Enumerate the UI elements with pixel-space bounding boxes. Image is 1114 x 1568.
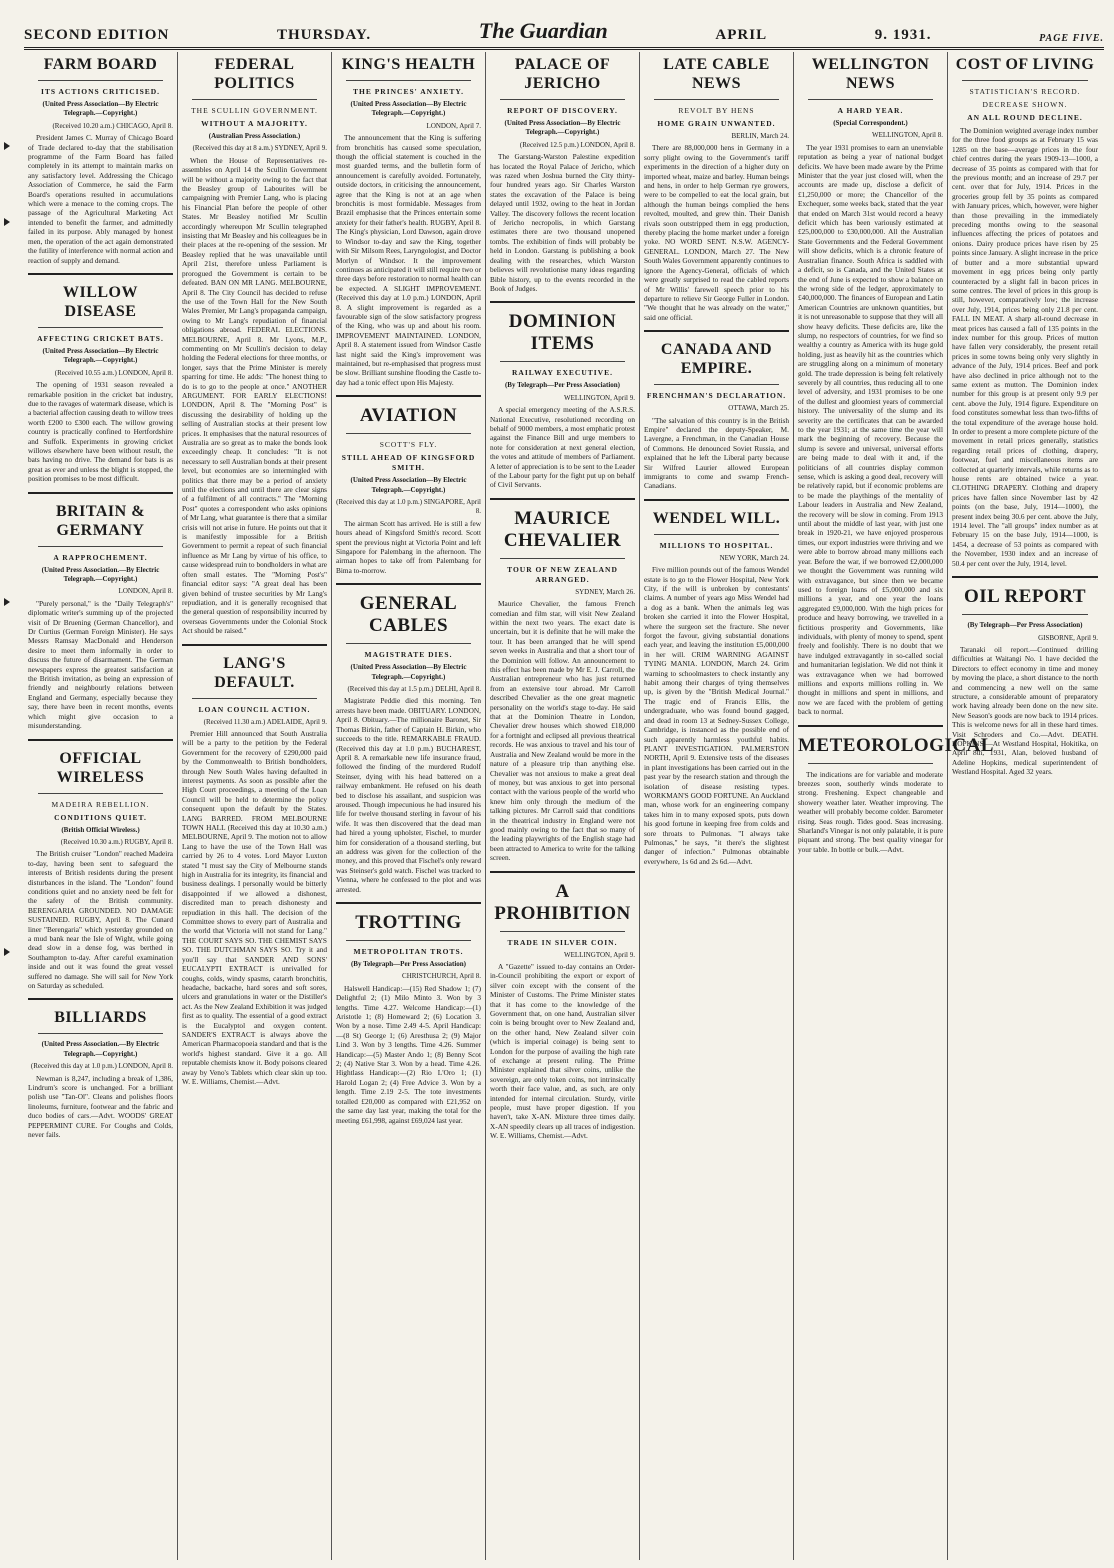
article-subheading: MADEIRA REBELLION.	[51, 799, 150, 809]
margin-marker	[4, 948, 10, 956]
article-source: (United Press Association—By Electric Telegraph.—Copyright.)	[42, 100, 159, 118]
article-dateline: WELLINGTON, April 9.	[563, 393, 635, 402]
article-body: When the House of Representatives re-assembles on April 14 the Scullin Government will be without a majority owing to the fact that the Beasley group of Labourites will be campaigning with Premier Lang, who is placing his Financial Plan before the people of other States. Mr Beasley notified Mr Scullin accordingly whereupon Mr Scullin telegraphed insisting that Mr Beasley and his colleagues be in their places at the re-opening of the session. Mr Beasley replied that he was unavailable until April 21st, therefore unless Parliament is prorogued the Government is certain to be defeated. BAN ON MR LANG. MELBOURNE, April 8. The City Council has decided to refuse the use of the Town Hall for the New South Wales Premier, Mr Lang's propaganda campaign, owing to Mr Lang's repudiation of financial obligations abroad. FEDERAL ELECTIONS. MELBOURNE, April 8. Mr Lyons, M.P., commenting on Mr Scullin's decision to delay holding the Federal elections for three months, or longer, says that the Prime Minister is merely sparring for time. He adds: "The honest thing to do is to go to the people at once." ANOTHER ARGUMENT. FOR EARLY ELECTIONS! LONDON, April 8. The "Morning Post" is discussing the desirability of holding up the selling of Australian stocks at their present low prices. It emphasises that the natural resources of Australia are so great as to make the bonds look exceedingly cheap. It concludes: "It is not necessary to sell Australian bonds at their present level, but economies are so intermingled with politics that there may be a period of anxiety until the elections and until there are clear signs of a fulfilment of all contracts." The "Morning Post" quotes a correspondent who asks opinions of Mr Lang, what guarantee is there that a similar crisis will not arise in future. He points out that it is manifestly impossible for a British Government to permit a repeat of such financial influence as Mr Lang by virtue of his office, to cause widespread ruin to bondholders in what are often small estates. The "Morning Post's" financial editor says: "A great deal has been given behind of trustee securities by Mr Lang's repudiation, and it is generally recognised that the general question of responsibility incurred by overseas Governments under the Colonial Stock Act should be raised."	[182, 155, 327, 636]
article	[644, 340, 789, 491]
article	[490, 881, 635, 1141]
article	[336, 912, 481, 1125]
article-headline: MAURICE CHEVALIER	[503, 507, 622, 551]
masthead	[24, 10, 1104, 50]
article-headline: LATE CABLE NEWS	[663, 56, 770, 92]
article-divider	[182, 644, 327, 646]
margin-marker	[4, 218, 10, 226]
newspaper-page	[24, 52, 1104, 1560]
article-body: The indications are for variable and moderate breezes soon, southerly winds moderate to strong. Freshening. Expect changeable and showery weather later. Weather improving. The weather will probably become colder. Barometer rising. Seas rough. Tides good. Seas increasing. Sharland's Vinegar is not only palatable, it is pure piquant and strong. The best quality vinegar for your table. In bottle or bulk.—Advt.	[798, 769, 943, 854]
article-dateline: BERLIN, March 24.	[731, 132, 789, 140]
edition-label: SECOND EDITION	[24, 27, 170, 43]
headline-rule	[962, 614, 1088, 615]
article-subheading: A HARD YEAR.	[837, 106, 904, 115]
article-source: (United Press Association—By Electric Telegraph.—Copyright.)	[350, 663, 467, 681]
column-1	[24, 52, 178, 1560]
article-dateline: NEW YORK, March 24.	[719, 553, 789, 562]
article-source: (United Press Association.—By Electric Telegraph.—Copyright.)	[41, 565, 160, 583]
article	[28, 283, 173, 484]
article-dateline: LONDON, April 7.	[426, 121, 481, 130]
article	[182, 55, 327, 636]
article-source: (By Telegraph—Per Press Association)	[350, 960, 467, 968]
month-label: APRIL	[715, 27, 768, 43]
article	[182, 654, 327, 1087]
article-dateline: WELLINGTON, April 8.	[871, 131, 943, 140]
article-subheading: REVOLT BY HENS	[678, 106, 755, 115]
article-body: The Garstang-Warston Palestine expedition has located the Royal Palace of Jericho, which was razed when Joshua burned the City thirty-four hundred years ago. Sir Charles Warston states the excavation of the Palace is being delayed until 1932, owing to the heat in Jordan Valley. The discovery follows the recent location of Jericho necropolis, in which Garstang estimates there are two thousand unopened tombs. The exhibition of finds will probably be held in London. Garstang is publishing a book dealing with the researches, which Warston believes will revolutionise many ideas regarding Bible history, up to the events recorded in the Book of Judges.	[490, 152, 635, 293]
article-subheading: MILLIONS TO HOSPITAL.	[659, 540, 774, 550]
headline-rule	[500, 931, 625, 932]
article-body: President James C. Murray of Chicago Board of Trade declared to-day that the stabilisation programme of the Farm Board has failed completely in its attempt to maintain marks on any satisfactory level. Addressing the Chicago Association of Commerce, he said the Farm Board's operations resulted in accumulations which were a menace to the coming crops. The passage of the Agricultural Marketing Act intended to benefit the farmer, and admittedly failed in its purpose. Ably managed by honest men, the operation of the act again demonstrated the futility of interference with normal action and reaction of supply and demand.	[28, 133, 173, 265]
article-divider	[336, 395, 481, 397]
article-headline: WILLOW DISEASE	[62, 283, 138, 320]
article-headline: KING'S HEALTH	[341, 56, 476, 73]
article-body: Halswell Handicap:—(15) Red Shadow 1; (7) Delightful 2; (1) Milo Minto 3. Won by 3 lengths. Time 4.27. Welcome Handicap:—(1) Aristotle 1; (8) Homeward 2; (6) Location 3. Won by a nose. Time 2.49 4-5. April Handicap:—(8 St) George 1; (6) Aresthusa 2; (9) Major Lind 3. Won by 3 lengths. Time 4.26. Summer Handicap:—(5) Master Ando 1; (8) Benny Scot 2; (4) Native Star 3. Won by a head. Time 4.26. Hightlass Handicap:—(2) Rio L'Oro 1; (1) Harold Logan 2; (4) Free Advice 3. Won by a length. Time 2.19 2-5. The tote investments totalled £20,000 as compared with £21,952 on the same day last year, making the total for the meeting £61,998, against £69,024 last year.	[336, 983, 481, 1125]
headline-rule	[346, 80, 471, 81]
column-3	[332, 52, 486, 1560]
article-headline: METEOROLOGICAL	[798, 734, 994, 756]
column-7	[948, 52, 1102, 1560]
article	[798, 734, 994, 855]
article	[28, 502, 173, 731]
article	[336, 593, 481, 894]
article-dateline: GISBORNE, April 9.	[1038, 633, 1098, 642]
article-divider	[798, 725, 943, 727]
article-headline: DOMINION ITEMS	[508, 311, 617, 355]
article-subheading: LOAN COUNCIL ACTION.	[198, 704, 311, 714]
article	[28, 749, 173, 991]
column-4	[486, 52, 640, 1560]
article-subheading: TRADE IN SILVER COIN.	[507, 937, 618, 947]
article-divider	[644, 330, 789, 332]
column-6	[794, 52, 994, 1560]
article	[490, 311, 635, 489]
article-divider	[490, 498, 635, 500]
headline-rule	[38, 793, 163, 794]
article-divider	[28, 739, 173, 741]
article-source: (United Press Association—By Electric Telegraph.—Copyright.)	[350, 100, 467, 118]
article-subheading: STATISTICIAN'S RECORD.	[969, 87, 1081, 96]
article-dateline: CHRISTCHURCH, April 8.	[402, 972, 481, 981]
article-headline: FEDERAL POLITICS	[214, 56, 295, 92]
article-subheading: HOME GRAIN UNWANTED.	[657, 119, 776, 128]
article	[490, 55, 635, 293]
article-headline: FARM BOARD	[43, 56, 158, 73]
headline-rule	[808, 99, 933, 100]
article	[952, 586, 1098, 777]
day-label: THURSDAY.	[276, 27, 372, 43]
headline-rule	[38, 546, 163, 547]
article-divider	[490, 301, 635, 303]
headline-rule	[808, 763, 933, 764]
article-headline: CANADA AND EMPIRE.	[660, 341, 773, 378]
article-headline: OFFICIAL WIRELESS	[56, 749, 145, 786]
article	[336, 55, 481, 387]
article-source: (United Press Association—By Electric Telegraph.—Copyright.)	[42, 346, 159, 365]
article-headline: LANG'S DEFAULT.	[214, 654, 295, 691]
article-dateline: WELLINGTON, April 9.	[563, 950, 635, 959]
headline-rule	[500, 361, 625, 362]
margin-marker	[4, 598, 10, 606]
article	[952, 55, 1098, 568]
article-divider	[28, 998, 173, 1000]
headline-rule	[346, 940, 471, 941]
article-source: (By Telegraph—Per Press Association)	[967, 621, 1083, 630]
article-divider	[952, 576, 1098, 578]
article-dateline: (Received 12.5 p.m.) LONDON, April 8.	[519, 140, 635, 149]
article-source: (British Official Wireless.)	[61, 825, 140, 834]
article-headline: A PROHIBITION	[494, 880, 631, 924]
article-dateline: (Received this day at 1.5 p.m.) DELHI, April 8.	[347, 685, 481, 694]
headline-rule	[654, 99, 779, 100]
article-subheading: FRENCHMAN'S DECLARATION.	[646, 391, 787, 401]
article-subheading: METROPOLITAN TROTS.	[353, 947, 464, 956]
article-subheading: A RAPPROCHEMENT.	[53, 552, 148, 562]
article-dateline: (Received 10.30 a.m.) RUGBY, April 8.	[60, 837, 173, 846]
article-headline: BILLIARDS	[54, 1009, 147, 1027]
article-source: (United Press Association.—By Electric Telegraph.—Copyright.)	[41, 1040, 160, 1058]
article-headline: GENERAL CABLES	[359, 593, 458, 637]
article-dateline: (Received this day at 1.0 p.m.) SINGAPORE, April 8.	[336, 498, 481, 516]
article-body: Five million pounds out of the famous Wendel estate is to go to the Flower Hospital, New York City, if the will is unbroken by contestants' claims. A number of years ago Miss Wendel had a dog as a bank. When the animals leg was broken she carried it into the Flower Hospital, where the surgeon set the fracture. She never forgot the favour, giving substantial donations each year, and leaving the institution £5,000,000 in her will. CRIM WARNING AGAINST TYING MANIA. LONDON, March 24. Grim warning to schoolmasters to check instantly any habit among their charges of tying themselves up, is given by the "British Medical Journal." The tragic end of Francis Ellis, the undergraduate, who was found bound gagged, and dead in room 13 at Sedney-Sussex College, Cambridge, is instanced as the possible end of such apparently harmless youthful habits. PLANT INVESTIGATION. PALMERSTON NORTH, April 9. Extensive tests of the diseases in plant investigations has been carried out in the past year by the research station and through the isolation of disease resisting types. WORKMAN'S GOOD FORTUNE. An Auckland man, whose work for an engineering company takes him in to many exposed spots, puts down his good fortune in keeping free from colds and sore throats to Pulmonas. "I always take Pulmonas," he says, "it there's the slightest danger of infection." Pulmonas obtainable everywhere, 1s 6d and 2s 6d.—Advt.	[644, 565, 789, 866]
article-dateline: OTTAWA, March 25.	[728, 404, 789, 413]
headline-rule	[192, 698, 317, 699]
article-body: The opening of 1931 season revealed a remarkable position in the cricket bat industry, due to the ravages of watermark disease, which is a bacterial affection causing death to willow trees worth £200 to £300 each. The willow growing country is practically confined to Hertfordshire and Suffolk. Experiments in growing cricket willows elsewhere have been without result, the bats having no drive. The demand for bats is as great as ever and unless the blight is stopped, the position promises to be most difficult.	[28, 380, 173, 484]
article-subheading: THE PRINCES' ANXIETY.	[353, 87, 464, 96]
article-headline: OIL REPORT	[963, 586, 1087, 608]
article-dateline: LONDON, April 8.	[118, 587, 173, 596]
article-body: Maurice Chevalier, the famous French comedian and film star, will visit New Zealand within the next two years. The exact date is uncertain, but it is definite that he will make the tour. It has been arranged that he will spend seven weeks in Australia and that a short tour of the Dominion will follow. An announcement to this effect has been made by Mr E. J. Carroll, the Australian entrepreneur who has just returned from an extensive tour abroad. Mr Carroll described Chevalier as the one great magnetic personality on the world's stage to-day. He said that at the Dominion Theatre in London, Chevalier drew houses which showed £18,000 for a fortnight and eclipsed all previous theatrical records. He was anxious to travel and his tour of Australia and New Zealand would be more in the nature of a pleasure trip than anything else. Chevalier was not anxious to make a great deal of money, but was anxious to get into personal contact with the various people of the world who knew him only through the medium of the talking pictures. Mr Carroll said that conditions in the theatrical industry in England were not good mainly owing to the fact that so many of the leading playwrights of the English stage had been attracted to America to write for the talking screen.	[490, 599, 635, 863]
article-headline: WELLINGTON NEWS	[811, 56, 930, 92]
article-subheading: CONDITIONS QUIET.	[54, 812, 147, 822]
headline-rule	[500, 558, 625, 559]
article-body: Premier Hill announced that South Australia will be a party to the petition by the Federal Government for the recovery of £290,000 paid by the Commonwealth to British bondholders, through New South Wales having defaulted in interest payments. As soon as possible after the High Court proceedings, a meeting of the Loan Council will be held to determine the policy consequent upon the default by the States. LANG BARRED. FROM MELBOURNE TOWN HALL (Received this day at 10.30 a.m.) MELBOURNE, April 9. The motion not to allow Lang to have the use of the Town Hall was carried by 26 to 4 votes. Lord Mayor Luxton stated "I must say the City of Melbourne stands high in Australia for its integrity, its financial and business dealings. I personally would be bitterly disappointed if we allowed a dishonest, discredited man to preach dishonesty and repudiation in this hall. The decision of the Committee shows to every part of Australia and the world that Victoria will not stand for Lang." THE COURT SAYS SO. THE CHEMIST SAYS SO. THE DUTCHMAN SAYS SO. Try it and you'll say that SANDER AND SONS' EUCALYPTI EXTRACT is unrivalled for coughs, colds, windy spasms, catarrh bronchitis, headache, backache, hard sores and soft sores, ulcers and granulations in water or the Distiller's act. As the New Zealand Exhibition it was judged first as to quality. The essential of a good extract is the Eucalyptol and oxygen content. SANDER'S EXTRACT is always above the American Pharmacopoeia standard and that is the world's highest standard. Give it a go. All reputable chemists know it. Body poisons cleared away by Veno's Tablets which clear skin up too. W. E. Williams, Chemist.—Advt.	[182, 728, 327, 1086]
article-body: There are 88,000,000 hens in Germany in a sorry plight owing to the Government's tariff experiments in the direction of a higher duty on imported wheat, maize and barley. Human beings and hens, in order to help German rye growers, were to be compelled to eat the local grain, but although the human beings complied the hens revolted, moulted, and grew thin. Their Danish rivals soon outstripped them in egg production, thereby placing the home market under a foreign yoke. NO WORD SENT. N.S.W. AGENCY-GENERAL. LONDON, March 27. The New South Wales Government apparently continues to ignore the Agency-General, officials of which were greatly surprised to read the cabled reports of Mr Willis' farewell speech prior to his departure to relieve Sir George Fuller in London. "We thought that he was already on the water," said one official.	[644, 143, 789, 322]
article-body: A special emergency meeting of the A.S.R.S. National Executive, resolutioned recording on behalf of 9000 members, a most emphatic protest against the Finance Bill and urge members to note for consideration at next general election, the votes and attitude of members of Parliament. A letter of appreciation is to be sent to the Leader of the Labour party for the fight put up on behalf of Civil Servants.	[490, 405, 635, 490]
headline-rule	[38, 327, 163, 328]
article-headline: WENDEL WILL.	[652, 509, 781, 527]
page-number: PAGE FIVE.	[1039, 33, 1104, 44]
article-subheading: REPORT OF DISCOVERY.	[507, 106, 618, 115]
headline-rule	[192, 99, 317, 100]
article-body: Newman is 8,247, including a break of 1,386, Lindrum's score is unchanged. For a brilliant polish use "Tan-Ol". Cleans and polishes floors linoleums, furniture, footwear and the fabric and duco bodies of cars.—Advt. WOODS' GREAT PEPPERMINT CURE. For Coughs and Colds, never fails.	[28, 1073, 173, 1140]
article-subheading: STILL AHEAD OF KINGSFORD SMITH.	[341, 453, 476, 473]
article-dateline: (Received this day at 1.0 p.m.) LONDON, April 8.	[30, 1062, 173, 1071]
article	[28, 1008, 173, 1139]
article	[644, 55, 789, 322]
article-divider	[28, 273, 173, 275]
headline-rule	[962, 80, 1088, 81]
article-source: (United Press Association—By Electric Telegraph.—Copyright.)	[350, 476, 467, 494]
article-dateline: (Received 10.20 a.m.) CHICAGO, April 8.	[52, 121, 173, 130]
article-divider	[336, 902, 481, 904]
article-subheading: RAILWAY EXECUTIVE.	[512, 368, 613, 378]
column-2	[178, 52, 332, 1560]
article-subheading: ITS ACTIONS CRITICISED.	[40, 87, 161, 96]
article-body: "Purely personal," is the "Daily Telegraph's" diplomatic writer's summing up of the projected visit of Dr Bruening (German Chancellor), and Dr Curtius (German Foreign Minister). He says Messrs Ramsay MacDonald and Henderson desire to meet them informally in order to discuss the future of disarmament. The German newspapers express the greatest satisfaction at the British invitation, as being an expression of friendly and neighbourly relations between England and Germany, especially because they say, there have been in recent months, events which might give occasion to a misunderstanding.	[28, 598, 173, 731]
article-subheading: DECREASE SHOWN.	[982, 100, 1068, 109]
article-body: Magistrate Peddie died this morning. Ten arrests have been made. OBITUARY. LONDON, April 8. Obituary.—The millionaire Baronet, Sir Thomas Birkin, father of Captain H. Birkin, who succeeds to the title. REMARKABLE FRAUD. (Received this day at 1.0 p.m.) BUCHAREST, April 8. A remarkable new life insurance fraud, followed the finding of the murdered Rudolf Steinser, dying with his head battered on a railway embankment. He refused on his death bed to disclose his assailant, and suspicion was aroused. Though impecunious he had insured his life for twelve thousand sterling in favour of his wife. It was then discovered that the dead man had hired a young upholster, Fischel, to murder him for consideration of a thousand sterling, but an address was given for the collection of the money, and this proved that Fischel's only reward was Steinser's gold watch. Fischel was tracked to Vienna, where he confessed to the plot and was arrested.	[336, 696, 481, 894]
article-source: (Special Correspondent.)	[833, 119, 908, 127]
article-subheading: THE SCULLIN GOVERNMENT.	[191, 106, 318, 115]
article-body: The British cruiser "London" reached Madeira to-day, having been sent to safeguard the interests of British residents during the present disturbances in the island. The "London" found conditions quiet and no anxiety need be felt for the safety of the British community. BERENGARIA GROUNDED. NO DAMAGE SUSTAINED. RUGBY, April 8. The Cunard liner "Berengaria" which yesterday grounded on a mud bank near the Isle of Wight, while going dead slow in a dense fog, was berthed in Southampton to-day. After careful examination inside and out it was found the great vessel suffered no damage. She will sail for New York on Saturday as scheduled.	[28, 849, 173, 990]
article-divider	[336, 583, 481, 585]
article-body: Taranaki oil report.—Continued drilling difficulties at Waitangi No. 1 have decided the Directors to effect economy in time and money by moving the place, a short distance to the north and commencing a new well on the same structure, a considerable amount of preparatory work having already been done on the new site. New Season's goods are now back to 1914 prices. This is welcome news for all in these hard times. Visit Schroders and Co.—Advt. DEATH. HOPKINS.—At Westland Hospital, Hokitika, on April 8th, 1931, Alan, beloved husband of Adeline Hopkins, medical superintendent of Westland Hospital. Aged 32 years.	[952, 644, 1098, 777]
article	[798, 55, 943, 717]
article-body: The Dominion weighted average index number for the three food groups as at February 15 was 1285 on the base—average prices in the four chief centres during the years 1909-13—1000, a decrease of 35 points as compared with that for the previous month; and an increase of 29.7 per cent. over that for July, 1914. Prices in the groceries group fell by 35 points as compared with January prices, which, however, were higher than those prevailing in the immediately preceding months owing to the seasonal influences affecting the prices of potatoes and onions. Dairy produce prices have risen by 25 points since January. A slight increase in the price of butter and a more substantial upward movement in egg prices being only partly counteracted by a slight fall in bacon prices in some centres. The level of prices in this group is still, however, comparatively low; the increase over July, 1914, prices being only 21.8 per cent. FALL IN MEAT. A sharp all-round decrease in meat prices has caused a fall of 135 points in the index number for this group. Prices of mutton have fallen very considerably, the present retail prices in some towns being only very slightly in advance of the July, 1914 prices. Beef and pork have also declined in price although not to the same extent as mutton. The Dominion index number for this group is at present only 9.9 per cent. above the July, 1914 figure. Expenditure on food constitutes somewhat less than two-fifths of the total expenditure of the average house hold. In order to present a more complete picture of the movement in retail prices generally, statistics regarding retail prices of clothing, drapery, footwear, fuel and miscellaneous items are collected at quarterly intervals, while returns as to house rents are obtained twice a year. CLOTHING DRAPERY. Clothing and drapery prices have fallen since November last by 42 points (on the base, July, 1914—1000), the present index being 30.6 per cent. above the July, 1914 level. The "all groups" index number as at February 15 on the base July, 1914—1000, is 1454, a decrease of 53 points as compared with the November, 1930 index and an increase of 50.4 per cent over the July, 1914, level.	[952, 126, 1098, 568]
article-headline: COST OF LIVING	[955, 56, 1095, 73]
date-label: 9. 1931.	[874, 27, 932, 43]
article-divider	[490, 871, 635, 873]
headline-rule	[346, 433, 471, 434]
column-5	[640, 52, 794, 1560]
article-body: The year 1931 promises to earn an unenviable reputation as being a year of national budget deficits. We have been made aware by the Prime Minister that the year just closed will, when the accounts are made up, disclose a deficit of £1,250,000 or more; the Chancellor of the Exchequer, some weeks back, stated that the year that ended on March 31st would record a heavy deficit which has been variously estimated at £25,000,000 to £30,000,000. All the Australian State Governments and the Federal Government will show deficits, which is a chronic feature of Australian finance. South Africa is saddled with a deficit, so is Canada, and the United States at the end of June is expected to show a balance on the wrong side of the ledger, approximately to £40,000,000. The finances of European and Latin American Countries are unknown quantities, but it is not unreasonable to suppose that they will all show heavy deficits. These deficits are, like the slump, no respectors of countries, for we find so wealthy a country as America with its huge gold holding, just as heavily hit as the countries which are struggling along on a minimum of monetary gold. The trade depression is being felt relatively severely by all countries, thus reducing all to one level of adversity, and 1931 promises to be one of the dullest and gloomiest years of commercial history. The universality of the slump and its severity are the certificates that can be awarded to the year 1931; at the same time the year will mark the beginning of recovery. Because the slump is severe and universal, universal efforts are being made to deal with it and, if the politicians of all countries display common sense, which is asking a good deal, recovery will be relatively rapid, but if economic problems are to be made the playthings of the mentality of Labour leaders in Australia and New Zealand, the recovery will be slow in coming. From 1913 until about the middle of last year, with just one break in 1920-21, we have enjoyed prosperous times, our export industries were thriving and we were able to borrow abroad many millions each year. Before the war, if we borrowed £2,000,000 we thought the Government was running wild with extravagance, but since then we became used to foreign loans of £5,000,000 and six millions a year, and one year the loans aggregated £9,000,000. With the high prices for produce and heavy borrowing, we travelled in a fictitious prosperity and Governments, like individuals, with plenty of money to spend, spent freely and foolishly. There is no doubt that we have indulged extravagantly in so-called social and humanitarian legislation. We did not think it was extravagance when we had borrowed millions and exports millions rolling in. We thought in millions and spent in millions, and now we are faced with the problem of getting back to normal.	[798, 142, 943, 717]
article-subheading: AN ALL ROUND DECLINE.	[967, 113, 1083, 122]
article	[644, 509, 789, 866]
paper-title: The Guardian	[478, 18, 608, 43]
article-headline: PALACE OF JERICHO	[514, 56, 611, 92]
article-source: (By Telegraph—Per Press Association)	[504, 381, 621, 390]
article-dateline: SYDNEY, March 26.	[575, 587, 635, 596]
article-body: A "Gazette" issued to-day contains an Order-in-Council prohibiting the export or export of silver coin except with the consent of the Minister of Customs. The Prime Minister states that it has come to the knowledge of the Government that, on one hand, Australian silver coin is being brought over to New Zealand and, on the other hand, New Zealand silver coin (which is imperial coinage) is being sent to London for the purpose of availing the high rate of exchange at present ruling. The Prime Minister explained that silver coins, unlike the sovereign, are only token coins, not intrinsically worth their face value, and, as such, are only intended for internal circulation. Sturdy, virile people, must have proper digestion. If you haven't, take X-AN. Mixture three times daily. X-AN speedily clears up all traces of indigestion. W. E. Williams, Chemist.—Advt.	[490, 961, 635, 1141]
article	[28, 55, 173, 265]
article-subheading: SCOTT'S FLY.	[379, 440, 438, 450]
article-dateline: (Received 11.30 a.m.) ADELAIDE, April 9.	[203, 717, 327, 726]
article-divider	[28, 492, 173, 494]
article	[336, 405, 481, 575]
article-dateline: (Received this day at 8 a.m.) SYDNEY, April 9.	[192, 144, 327, 153]
article-source: (United Press Association—By Electric Telegraph.—Copyright.)	[504, 119, 621, 137]
headline-rule	[654, 534, 779, 535]
article	[490, 508, 635, 863]
article-subheading: WITHOUT A MAJORITY.	[201, 119, 308, 128]
article-subheading: AFFECTING CRICKET BATS.	[37, 333, 164, 343]
headline-rule	[654, 384, 779, 385]
headline-rule	[500, 99, 625, 100]
article-headline: BRITAIN & GERMANY	[55, 502, 146, 539]
article-subheading: TOUR OF NEW ZEALAND ARRANGED.	[507, 564, 618, 584]
headline-rule	[346, 643, 471, 644]
article-headline: TROTTING	[355, 912, 462, 933]
article-body: "The salvation of this country is in the British Empire" declared the deputy-Speaker, M. Lavergne, a Frenchman, in the Canadian House of Commons. He denounced Soviet Russia, and explained that he left the Liberal party because Sir Wilfred Laurier allowed European immigrants to come and swamp French-Canadians.	[644, 415, 789, 491]
article-dateline: (Received 10.55 a.m.) LONDON, April 8.	[54, 368, 173, 377]
article-subheading: MAGISTRATE DIES.	[364, 650, 453, 660]
article-body: The airman Scott has arrived. He is still a few hours ahead of Kingsford Smith's record. Scott spent the previous night at Victoria Point and left Singapore for Palembang in the afternoon. The airman hopes to take off from Palembang for Bima to-morrow.	[336, 518, 481, 575]
article-headline: AVIATION	[359, 405, 458, 427]
margin-marker	[4, 142, 10, 150]
headline-rule	[38, 1033, 163, 1034]
headline-rule	[38, 80, 163, 81]
article-body: The announcement that the King is suffering from bronchitis has caused some speculation, though the official statement is couched in the most guarded terms, and the bulletin form of announcement is carefully avoided. Fortunately, outside doctors, in criticising the announcement, agree that the King is not at an age when bronchitis is most formidable. Messages from Brazil emphasise that the Princes entertain some anxiety for their father's health. RUGBY, April 8. The King's physician, Lord Dawson, again drove to Windsor to-day and saw the King, together with Sir Milsom Rees, Laryngologist, and Doctor Morlyn of Windsor. It the improvement continues as anticipated it will still require two or three days before restoration to normal health can be expected. A SLIGHT IMPROVEMENT. (Received this day at 1.0 p.m.) LONDON, April 8. A slight improvement is regarded as a favourable sign of the slow satisfactory progress of the King, who was up and about his room. IMPROVEMENT MAINTAINED. LONDON, April 8. A statement issued from Windsor Castle last night said the King's improvement was maintained, but re-emphasised that progress must be slow. Brilliant sunshine flooding the Castle to-day had a tonic effect upon His Majesty.	[336, 133, 481, 387]
article-source: (Australian Press Association.)	[208, 132, 301, 140]
article-divider	[644, 499, 789, 501]
